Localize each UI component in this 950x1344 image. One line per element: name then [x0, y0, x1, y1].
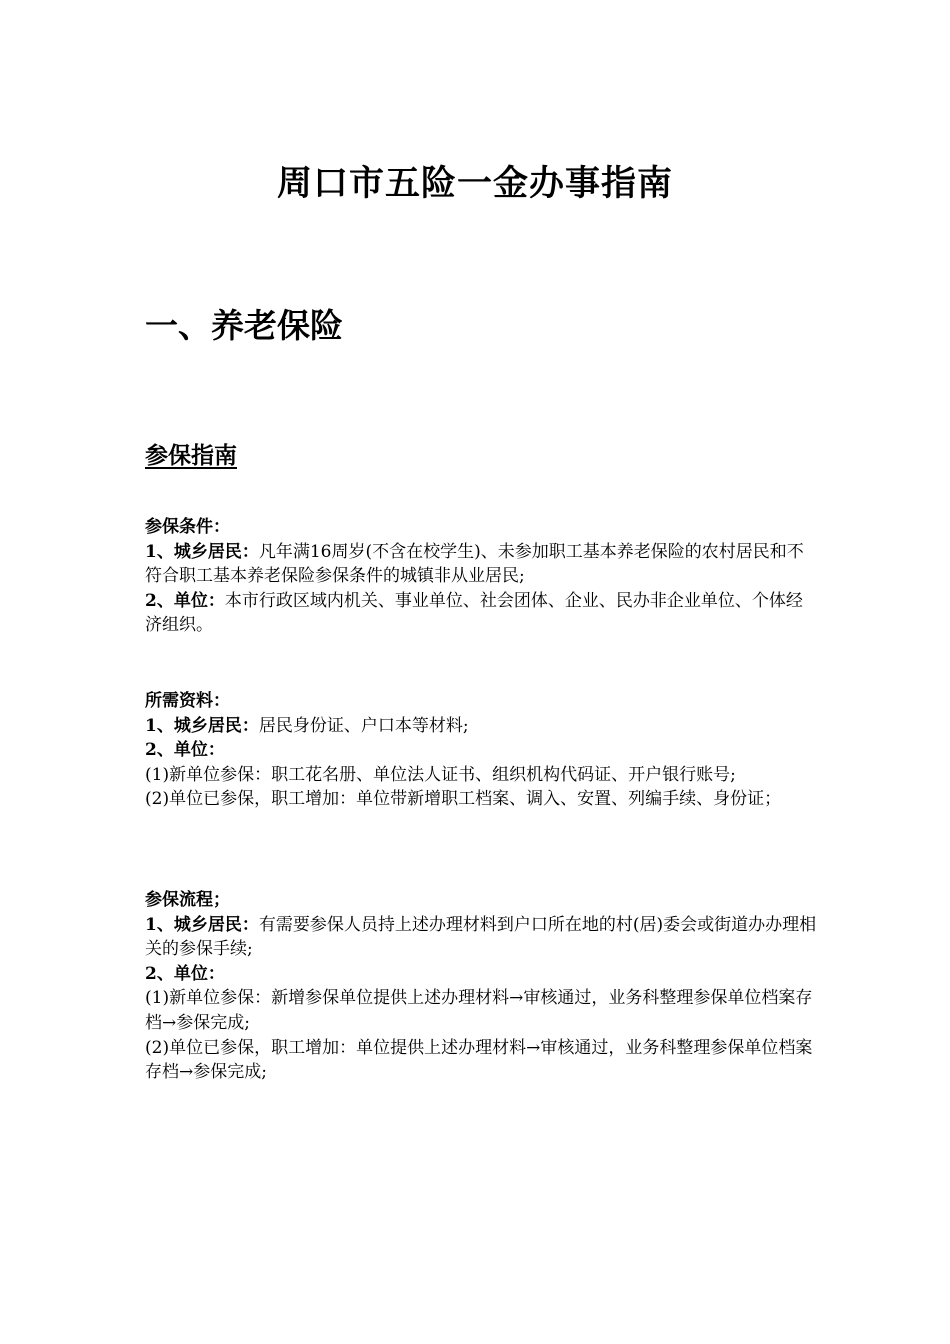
conditions-item-units-text: 本市行政区域内机关、事业单位、社会团体、企业、民办非企业单位、个体经济组织。: [145, 590, 803, 636]
conditions-item-residents-text: 凡年满16周岁(不含在校学生)、未参加职工基本养老保险的农村居民和不符合职工基本养老保险参保条件的城镇非从业居民;: [145, 541, 804, 587]
subsection-heading: 参保指南: [145, 442, 237, 469]
materials-sub-new-unit: (1)新单位参保：职工花名册、单位法人证书、组织机构代码证、开户银行账号;: [145, 764, 736, 785]
document-title: 周口市五险一金办事指南: [276, 163, 673, 204]
process-item-residents: [145, 913, 817, 962]
conditions-item-residents: [145, 540, 817, 589]
process-sub-new-unit: (1)新单位参保：新增参保单位提供上述办理材料→审核通过，业务科整理参保单位档案存档→参保完成;: [145, 988, 813, 1033]
process-item-residents-label: 1、城乡居民：: [145, 914, 259, 935]
process-heading: 参保流程；: [145, 890, 230, 910]
conditions-heading: 参保条件：: [145, 517, 230, 537]
conditions-item-residents-label: 1、城乡居民：: [145, 541, 259, 562]
materials-item-residents: [145, 714, 817, 739]
materials-block: [145, 689, 817, 812]
conditions-item-units-label: 2、单位：: [145, 590, 225, 611]
materials-heading: 所需资料：: [145, 691, 230, 711]
process-block: [145, 888, 817, 1085]
materials-item-residents-label: 1、城乡居民：: [145, 715, 259, 736]
materials-item-residents-text: 居民身份证、户口本等材料;: [258, 715, 469, 736]
process-sub-existing-unit: (2)单位已参保，职工增加：单位提供上述办理材料→审核通过，业务科整理参保单位档案存档→参保完成;: [145, 1037, 813, 1083]
conditions-item-units: [145, 589, 817, 638]
materials-item-units-label: 2、单位：: [145, 740, 225, 761]
section-heading: 一、养老保险: [145, 306, 343, 345]
process-item-units-label: 2、单位：: [145, 963, 225, 984]
materials-sub-existing-unit: (2)单位已参保，职工增加：单位带新增职工档案、调入、安置、列编手续、身份证；: [145, 789, 782, 810]
process-item-units: [145, 962, 817, 987]
conditions-block: [145, 515, 817, 638]
process-item-residents-text: 有需要参保人员持上述办理材料到户口所在地的村(居)委会或街道办办理相关的参保手续;: [145, 914, 817, 960]
materials-item-units: [145, 738, 817, 763]
